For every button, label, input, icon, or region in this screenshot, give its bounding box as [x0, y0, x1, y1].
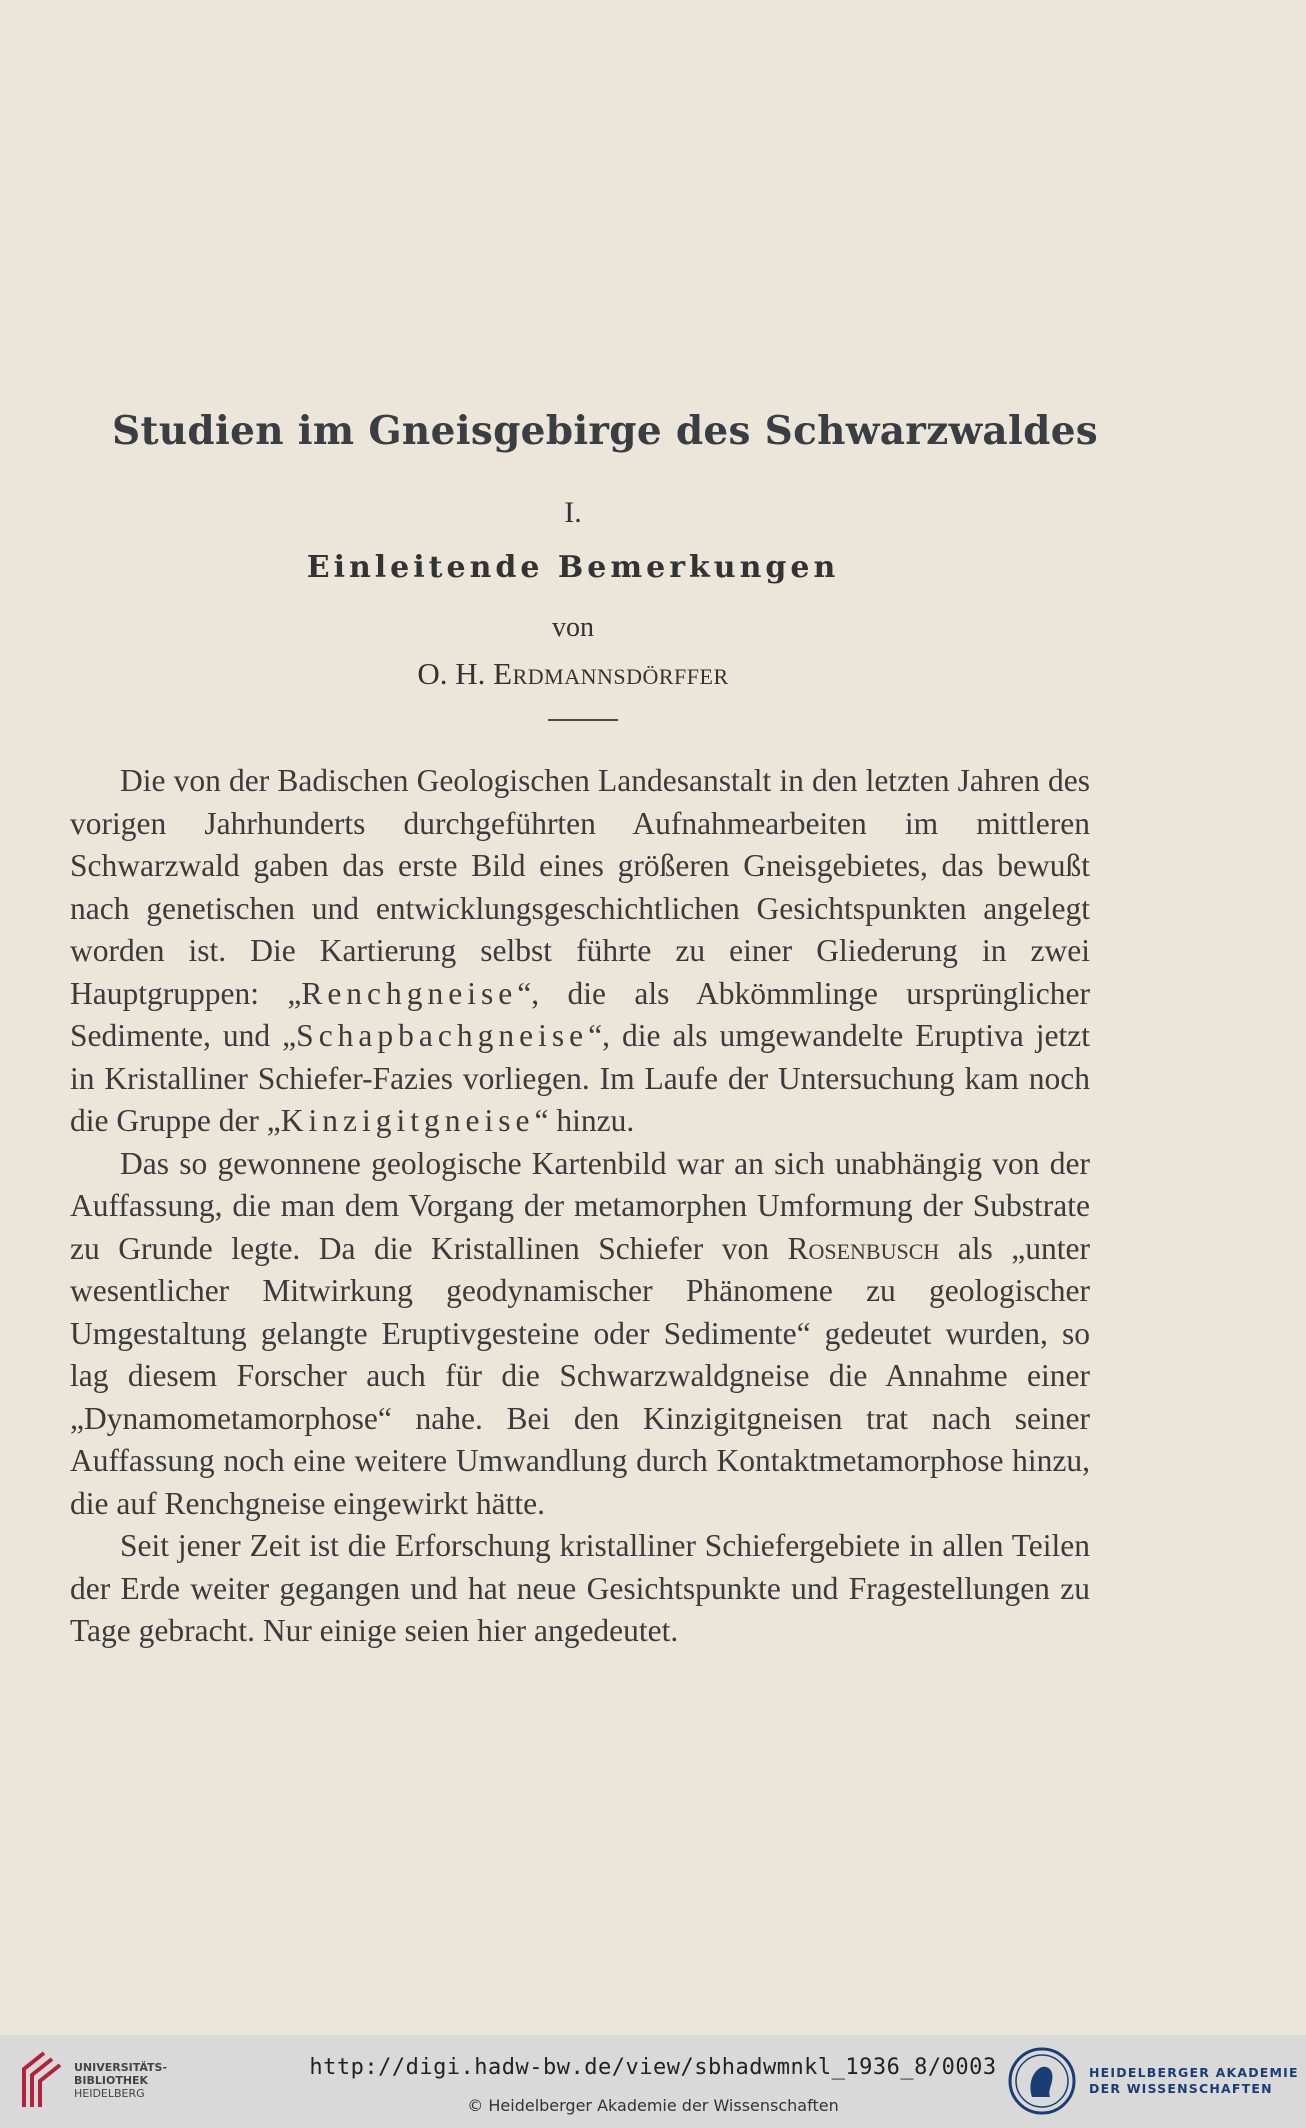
paragraph-2 [70, 1143, 1090, 1526]
library-line-2: BIBLIOTHEK [74, 2074, 149, 2087]
academy-name [1089, 2065, 1299, 2097]
para1-text-4: “ hinzu. [534, 1103, 635, 1138]
title-divider [548, 719, 618, 721]
term-renchgneise: Renchgneise [301, 975, 518, 1011]
part-number: I. [564, 496, 582, 529]
term-kinzigitgneise: Kinzigitgneise [280, 1103, 535, 1138]
permalink-url[interactable]: http://digi.hadw-bw.de/view/sbhadwmnkl_1936_8/0003 [309, 2055, 997, 2080]
para2-text-1: Das so gewonnene geologische Kartenbild war an sich unabhängig von der Auffassung, die man dem Vorgang der metamorphen Umformung der Substrate zu Grunde legte. Da die Kristallinen Schiefer von [70, 1145, 1090, 1266]
article-title: Studien im Gneisgebirge des Schwarzwaldes [112, 408, 1099, 454]
footer-bar [0, 2035, 1306, 2128]
copyright-notice: © Heidelberger Akademie der Wissenschaften [467, 2096, 839, 2115]
para2-text-2: als „unter wesentlicher Mitwirkung geodynamischer Phänomene zu geologischer Umgestaltung gelangte Eruptivgesteine oder Sedimente“ gedeutet wurden, so lag diesem Forscher auch für die Schwarzwaldgneise die Annahme einer „Dynamometamorphose“ nahe. Bei den Kinzigitgneisen trat nach seiner Auffassung noch eine weitere Umwandlung durch Kontaktmetamorphose hinzu, die auf Renchgneise eingewirkt hätte. [70, 1230, 1090, 1521]
para1-text-1: Die von der Badischen Geologischen Landesanstalt in den letzten Jahren des vorigen Jahrhunderts durchgeführten Aufnahmearbeiten im mittleren Schwarzwald gaben das erste Bild eines größeren Gneisgebietes, das bewußt nach genetischen und entwicklungsgeschichtlichen Gesichtspunkten angelegt worden ist. Die Kartierung selbst führte zu einer Gliederung in zwei Hauptgruppen: „ [70, 763, 1090, 1011]
byline-von: von [552, 612, 594, 643]
paragraph-1 [70, 760, 1090, 1143]
library-line-3: HEIDELBERG [74, 2087, 145, 2100]
para1-text-2: “, die als Abkömmlinge ursprünglicher Sedimente, und „ [70, 975, 1091, 1053]
author-name: Erdmannsdörffer [493, 656, 729, 691]
body-text [70, 760, 1090, 1653]
academy-line-2: DER WISSENSCHAFTEN [1089, 2081, 1273, 2096]
academy-seal-icon[interactable] [1008, 2045, 1076, 2117]
library-line-1: UNIVERSITÄTS- [74, 2061, 168, 2074]
author [0, 656, 1146, 692]
paragraph-3: Seit jener Zeit ist die Erforschung kristalliner Schiefergebiete in allen Teilen der Erde weiter gegangen und hat neue Gesichtspunkte und Fragestellungen zu Tage gebracht. Nur einige seien hier angedeutet. [70, 1528, 1090, 1648]
name-rosenbusch: Rosenbusch [787, 1230, 940, 1266]
academy-line-1: HEIDELBERGER AKADEMIE [1089, 2065, 1299, 2080]
article-subtitle: Einleitende Bemerkungen [306, 550, 840, 585]
para1-text-3: “, die als umgewandelte Eruptiva jetzt in Kristalliner Schiefer-Fazies vorliegen. Im Laufe der Untersuchung kam noch die Gruppe der „ [70, 1018, 1090, 1138]
author-initials: O. H. [417, 656, 494, 691]
term-schapbachgneise: Schapbachgneise [296, 1018, 589, 1053]
